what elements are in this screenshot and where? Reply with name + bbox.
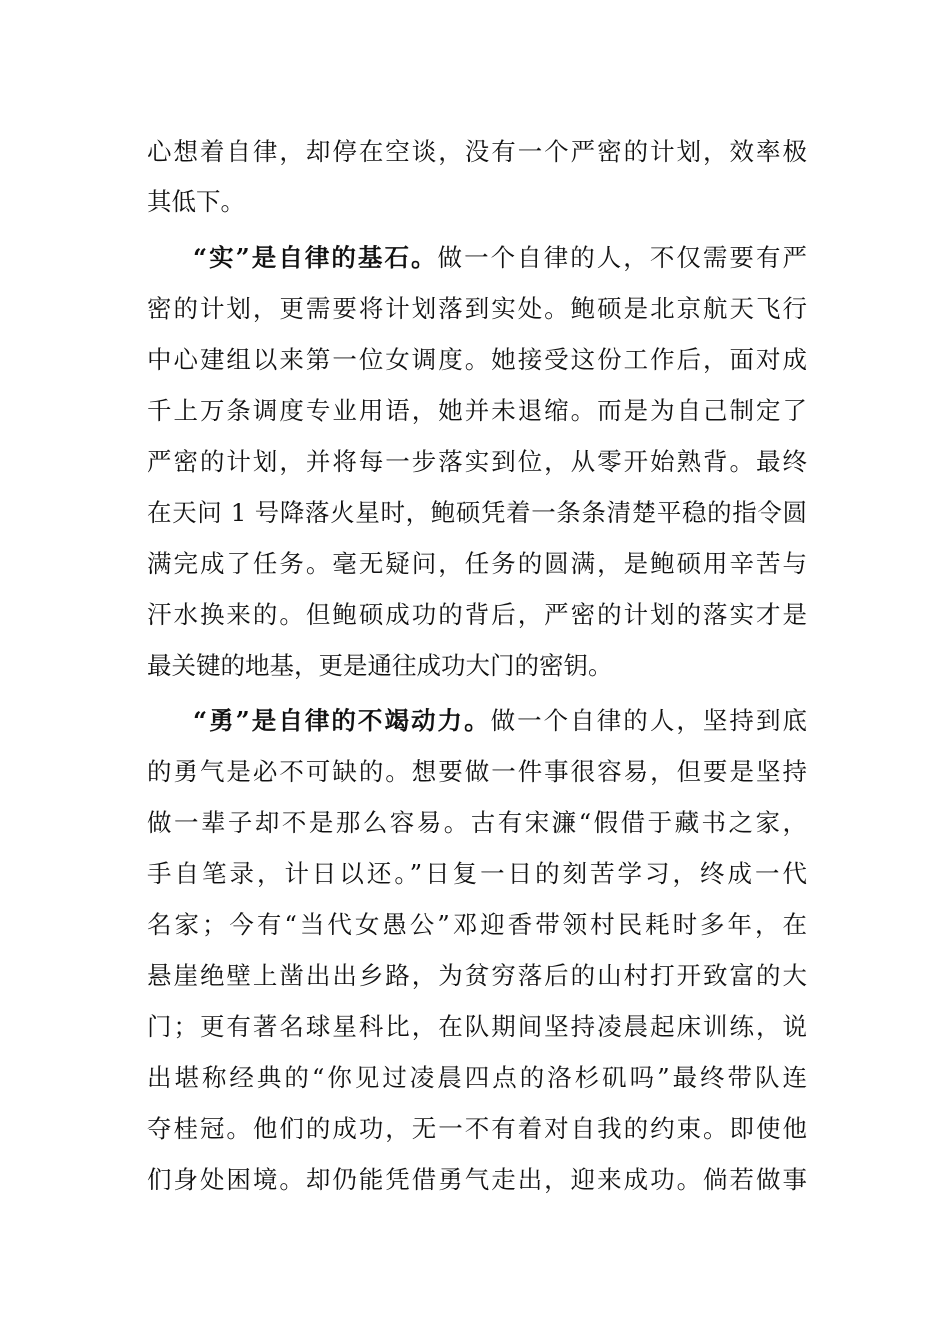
text-line: 其低下。 (147, 187, 245, 216)
text-span: 做一个自律的人，不仅需要有严 (437, 243, 808, 272)
text-line: 最关键的地基，更是通往成功大门的密钥。 (147, 651, 613, 680)
text-line: 手自笔录，计日以还。”日复一日的刻苦学习，终成一代 (147, 859, 807, 888)
text-line: 们身处困境。却仍能凭借勇气走出，迎来成功。倘若做事 (147, 1165, 807, 1194)
text-line: 千上万条调度专业用语，她并未退缩。而是为自己制定了 (147, 396, 807, 425)
paragraph-first-line (147, 238, 807, 278)
text-line: 密的计划，更需要将计划落到实处。鲍硕是北京航天飞行 (147, 294, 807, 323)
text-line: 心想着自律，却停在空谈，没有一个严密的计划，效率极 (147, 137, 807, 166)
paragraph-first-line (147, 701, 807, 741)
text-span: 做一个自律的人，坚持到底 (490, 706, 807, 735)
text-line: 在天问 1 号降落火星时，鲍硕凭着一条条清楚平稳的指令圆 (147, 498, 807, 527)
text-line: 名家；今有“当代女愚公”邓迎香带领村民耗时多年，在 (147, 910, 807, 939)
paragraph-heading: “实”是自律的基石。 (193, 243, 438, 272)
text-line: 严密的计划，并将每一步落实到位，从零开始熟背。最终 (147, 447, 807, 476)
text-line: 满完成了任务。毫无疑问，任务的圆满，是鲍硕用辛苦与 (147, 549, 807, 578)
text-line: 中心建组以来第一位女调度。她接受这份工作后，面对成 (147, 345, 807, 374)
text-line: 悬崖绝壁上凿出出乡路，为贫穷落后的山村打开致富的大 (147, 961, 807, 990)
paragraph-heading: “勇”是自律的不竭动力。 (193, 706, 491, 735)
text-line: 做一辈子却不是那么容易。古有宋濂“假借于藏书之家， (147, 808, 807, 837)
text-line: 汗水换来的。但鲍硕成功的背后，严密的计划的落实才是 (147, 600, 807, 629)
text-line: 门；更有著名球星科比，在队期间坚持凌晨起床训练，说 (147, 1012, 807, 1041)
text-line: 夺桂冠。他们的成功，无一不有着对自我的约束。即使他 (147, 1114, 807, 1143)
text-line: 出堪称经典的“你见过凌晨四点的洛杉矶吗”最终带队连 (147, 1063, 807, 1092)
text-line: 的勇气是必不可缺的。想要做一件事很容易，但要是坚持 (147, 757, 807, 786)
